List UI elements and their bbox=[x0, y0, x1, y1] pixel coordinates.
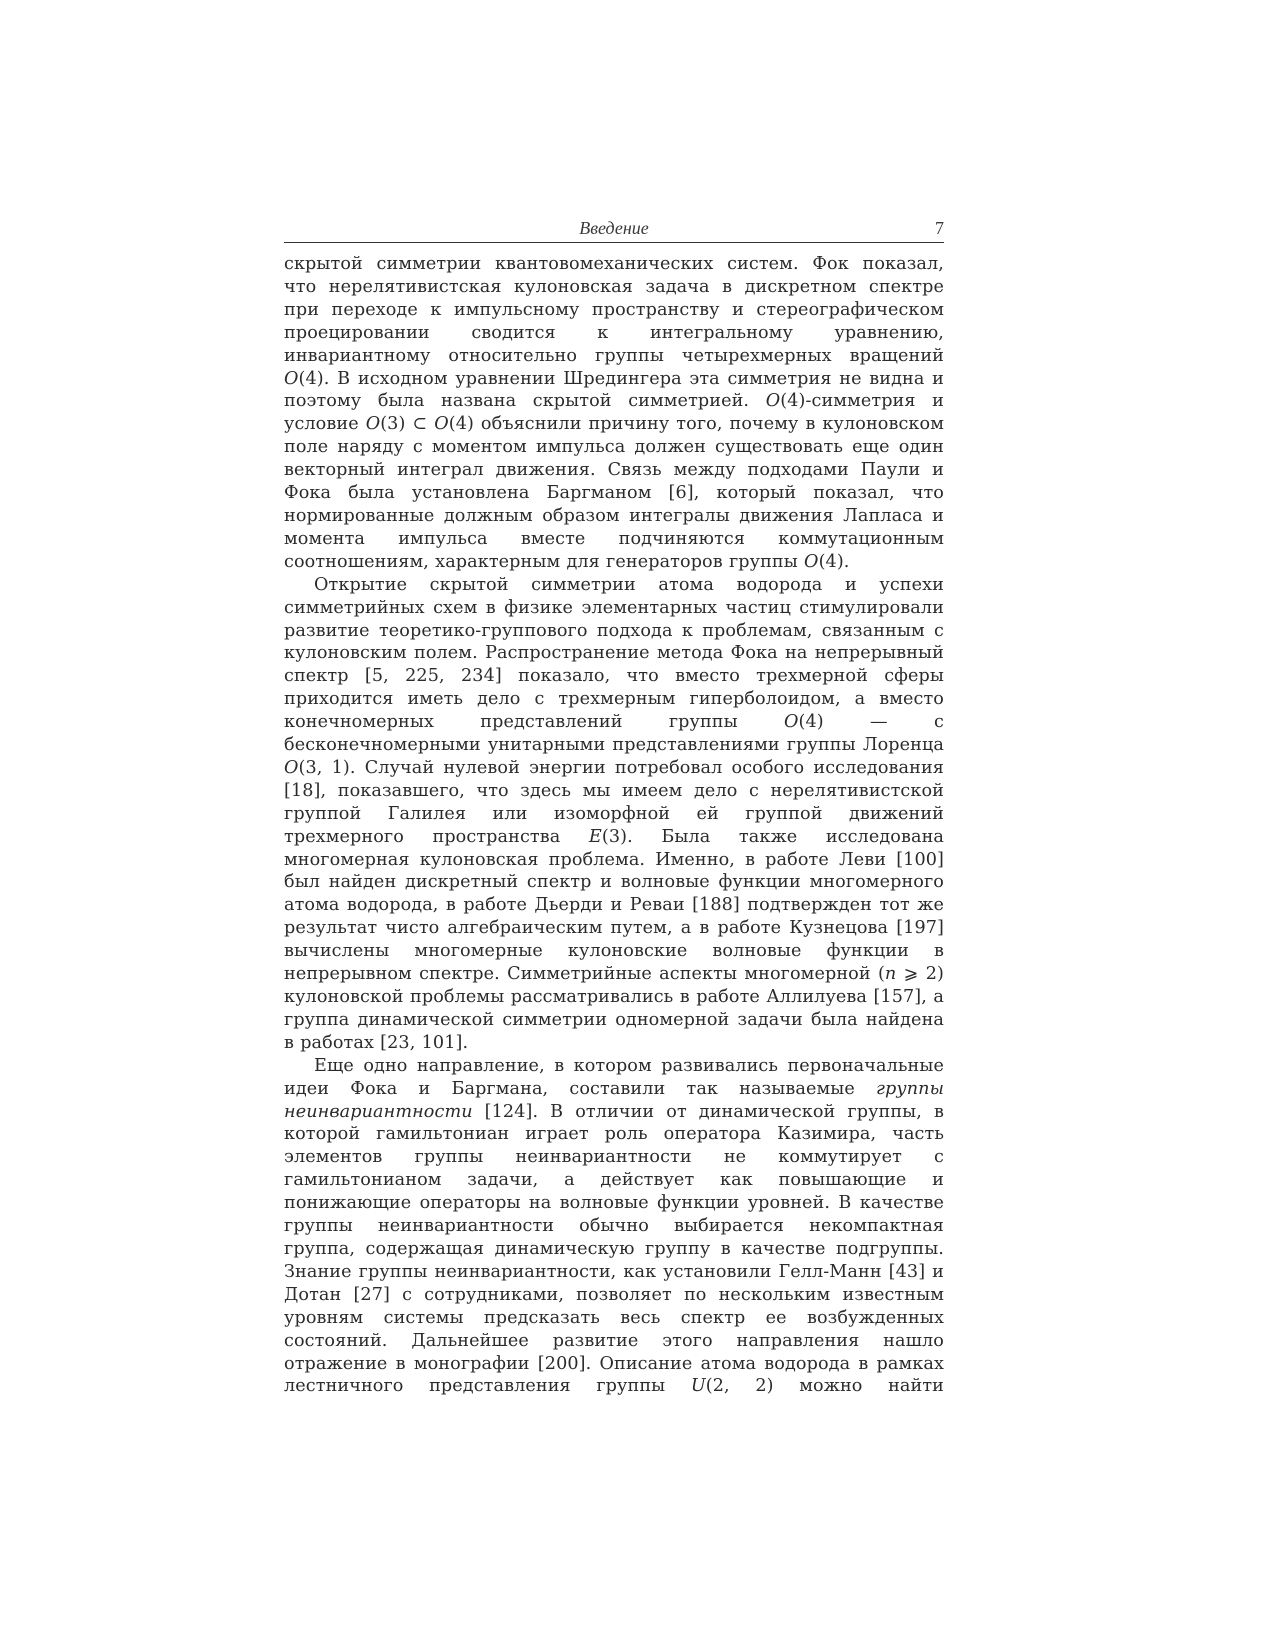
math-symbol: E bbox=[588, 826, 602, 847]
running-title: Введение bbox=[579, 218, 649, 238]
math-symbol: O bbox=[804, 551, 819, 572]
running-head bbox=[284, 214, 944, 243]
text-run: (4) — с бесконечномерными унитарными представлениями группы Лоренца bbox=[284, 712, 944, 756]
text-run: скрытой симметрии квантовомеханических систем. Фок показал, что нерелятивистская кулоновская задача в дискретном спектре при переходе к импульсному пространству и стереографическом проецировании сводится к интегральному уравнению, инвариантному относительно группы четырехмерных вращений bbox=[284, 254, 944, 366]
text-run: (2, 2) можно найти bbox=[705, 1376, 945, 1397]
math-symbol: O bbox=[284, 368, 299, 389]
math-symbol: O bbox=[284, 757, 299, 778]
math-symbol: O bbox=[365, 414, 381, 435]
paragraph-3 bbox=[284, 1055, 944, 1399]
page-number: 7 bbox=[935, 218, 944, 238]
book-page bbox=[284, 214, 944, 1398]
text-run: [124]. В отличии от динамической группы, в которой гамильтониан играет роль оператора Казимира, часть элементов группы неинвариантности не коммутирует с гамильтонианом задачи, а действует как повышающие и понижающие операторы на волновые функции уровней. В качестве группы неинвариантности обычно выбирается некомпактная группа, содержащая динамическую группу в качестве подгруппы. Знание группы неинвариантности, как установили Гелл-Манн [43] и Дотан [27] с сотрудниками, позволяет по нескольким известным уровням системы предсказать весь спектр ее возбужденных состояний. Дальнейшее развитие этого направления нашло отражение в монографии [200]. Описание атома водорода в рамках лестничного представления группы bbox=[284, 1101, 944, 1397]
math-symbol: n bbox=[884, 964, 897, 985]
text-run: (4)-симметрия и условие bbox=[284, 391, 944, 435]
paragraph-1 bbox=[284, 253, 944, 574]
text-run: (3). Была также исследована многомерная кулоновская проблема. Именно, в работе Леви [100] был найден дискретный спектр и волновые функции многомерного атома водорода, в работе Дьерди и Реваи [188] подтвержден тот же результат чисто алгебраическим путем, а в работе Кузнецова [197] вычислены многомерные кулоновские волновые функции в непрерывном спектре. Симметрийные аспекты многомерной ( bbox=[284, 826, 944, 985]
text-run: (4). В исходном уравнении Шредингера эта симметрия не видна и поэтому была названа скрытой симметрией. bbox=[284, 368, 944, 412]
text-run: (4) объяснили причину того, почему в кулоновском поле наряду с моментом импульса должен существовать еще один векторный интеграл движения. Связь между подходами Паули и Фока была установлена Баргманом [6], который показал, что нормированные должным образом интегралы движения Лапласа и момента импульса вместе подчиняются коммутационным соотношениям, характерным для генераторов группы bbox=[284, 414, 944, 572]
text-run: (4). bbox=[818, 551, 850, 572]
text-run: (3) ⊂ bbox=[380, 414, 435, 435]
math-symbol: U bbox=[690, 1376, 706, 1397]
emphasized-term: группы неинвариантности bbox=[284, 1078, 944, 1122]
text-run: Открытие скрытой симметрии атома водорода и успехи симметрийных схем в физике элементарных частиц стимулировали развитие теоретико-группового подхода к проблемам, связанным с кулоновским полем. Распространение метода Фока на непрерывный спектр [5, 225, 234] показало, что вместо трехмерной сферы приходится иметь дело с трехмерным гиперболоидом, а вместо конечномерных представлений группы bbox=[284, 574, 944, 733]
body-text bbox=[284, 253, 944, 1398]
paragraph-2 bbox=[284, 574, 944, 1055]
math-symbol: O bbox=[434, 414, 449, 435]
math-symbol: O bbox=[784, 712, 799, 733]
text-run: Еще одно направление, в котором развивались первоначальные идеи Фока и Баргмана, составили так называемые bbox=[284, 1055, 944, 1099]
text-run: (3, 1). Случай нулевой энергии потребовал особого исследования [18], показавшего, что здесь мы имеем дело с нерелятивистской группой Галилея или изоморфной ей группой движений трехмерного пространства bbox=[284, 757, 944, 847]
math-symbol: O bbox=[765, 391, 781, 412]
text-run: ⩾ 2) кулоновской проблемы рассматривались в работе Аллилуева [157], а группа динамической симметрии одномерной задачи была найдена в работах [23, 101]. bbox=[284, 964, 944, 1053]
